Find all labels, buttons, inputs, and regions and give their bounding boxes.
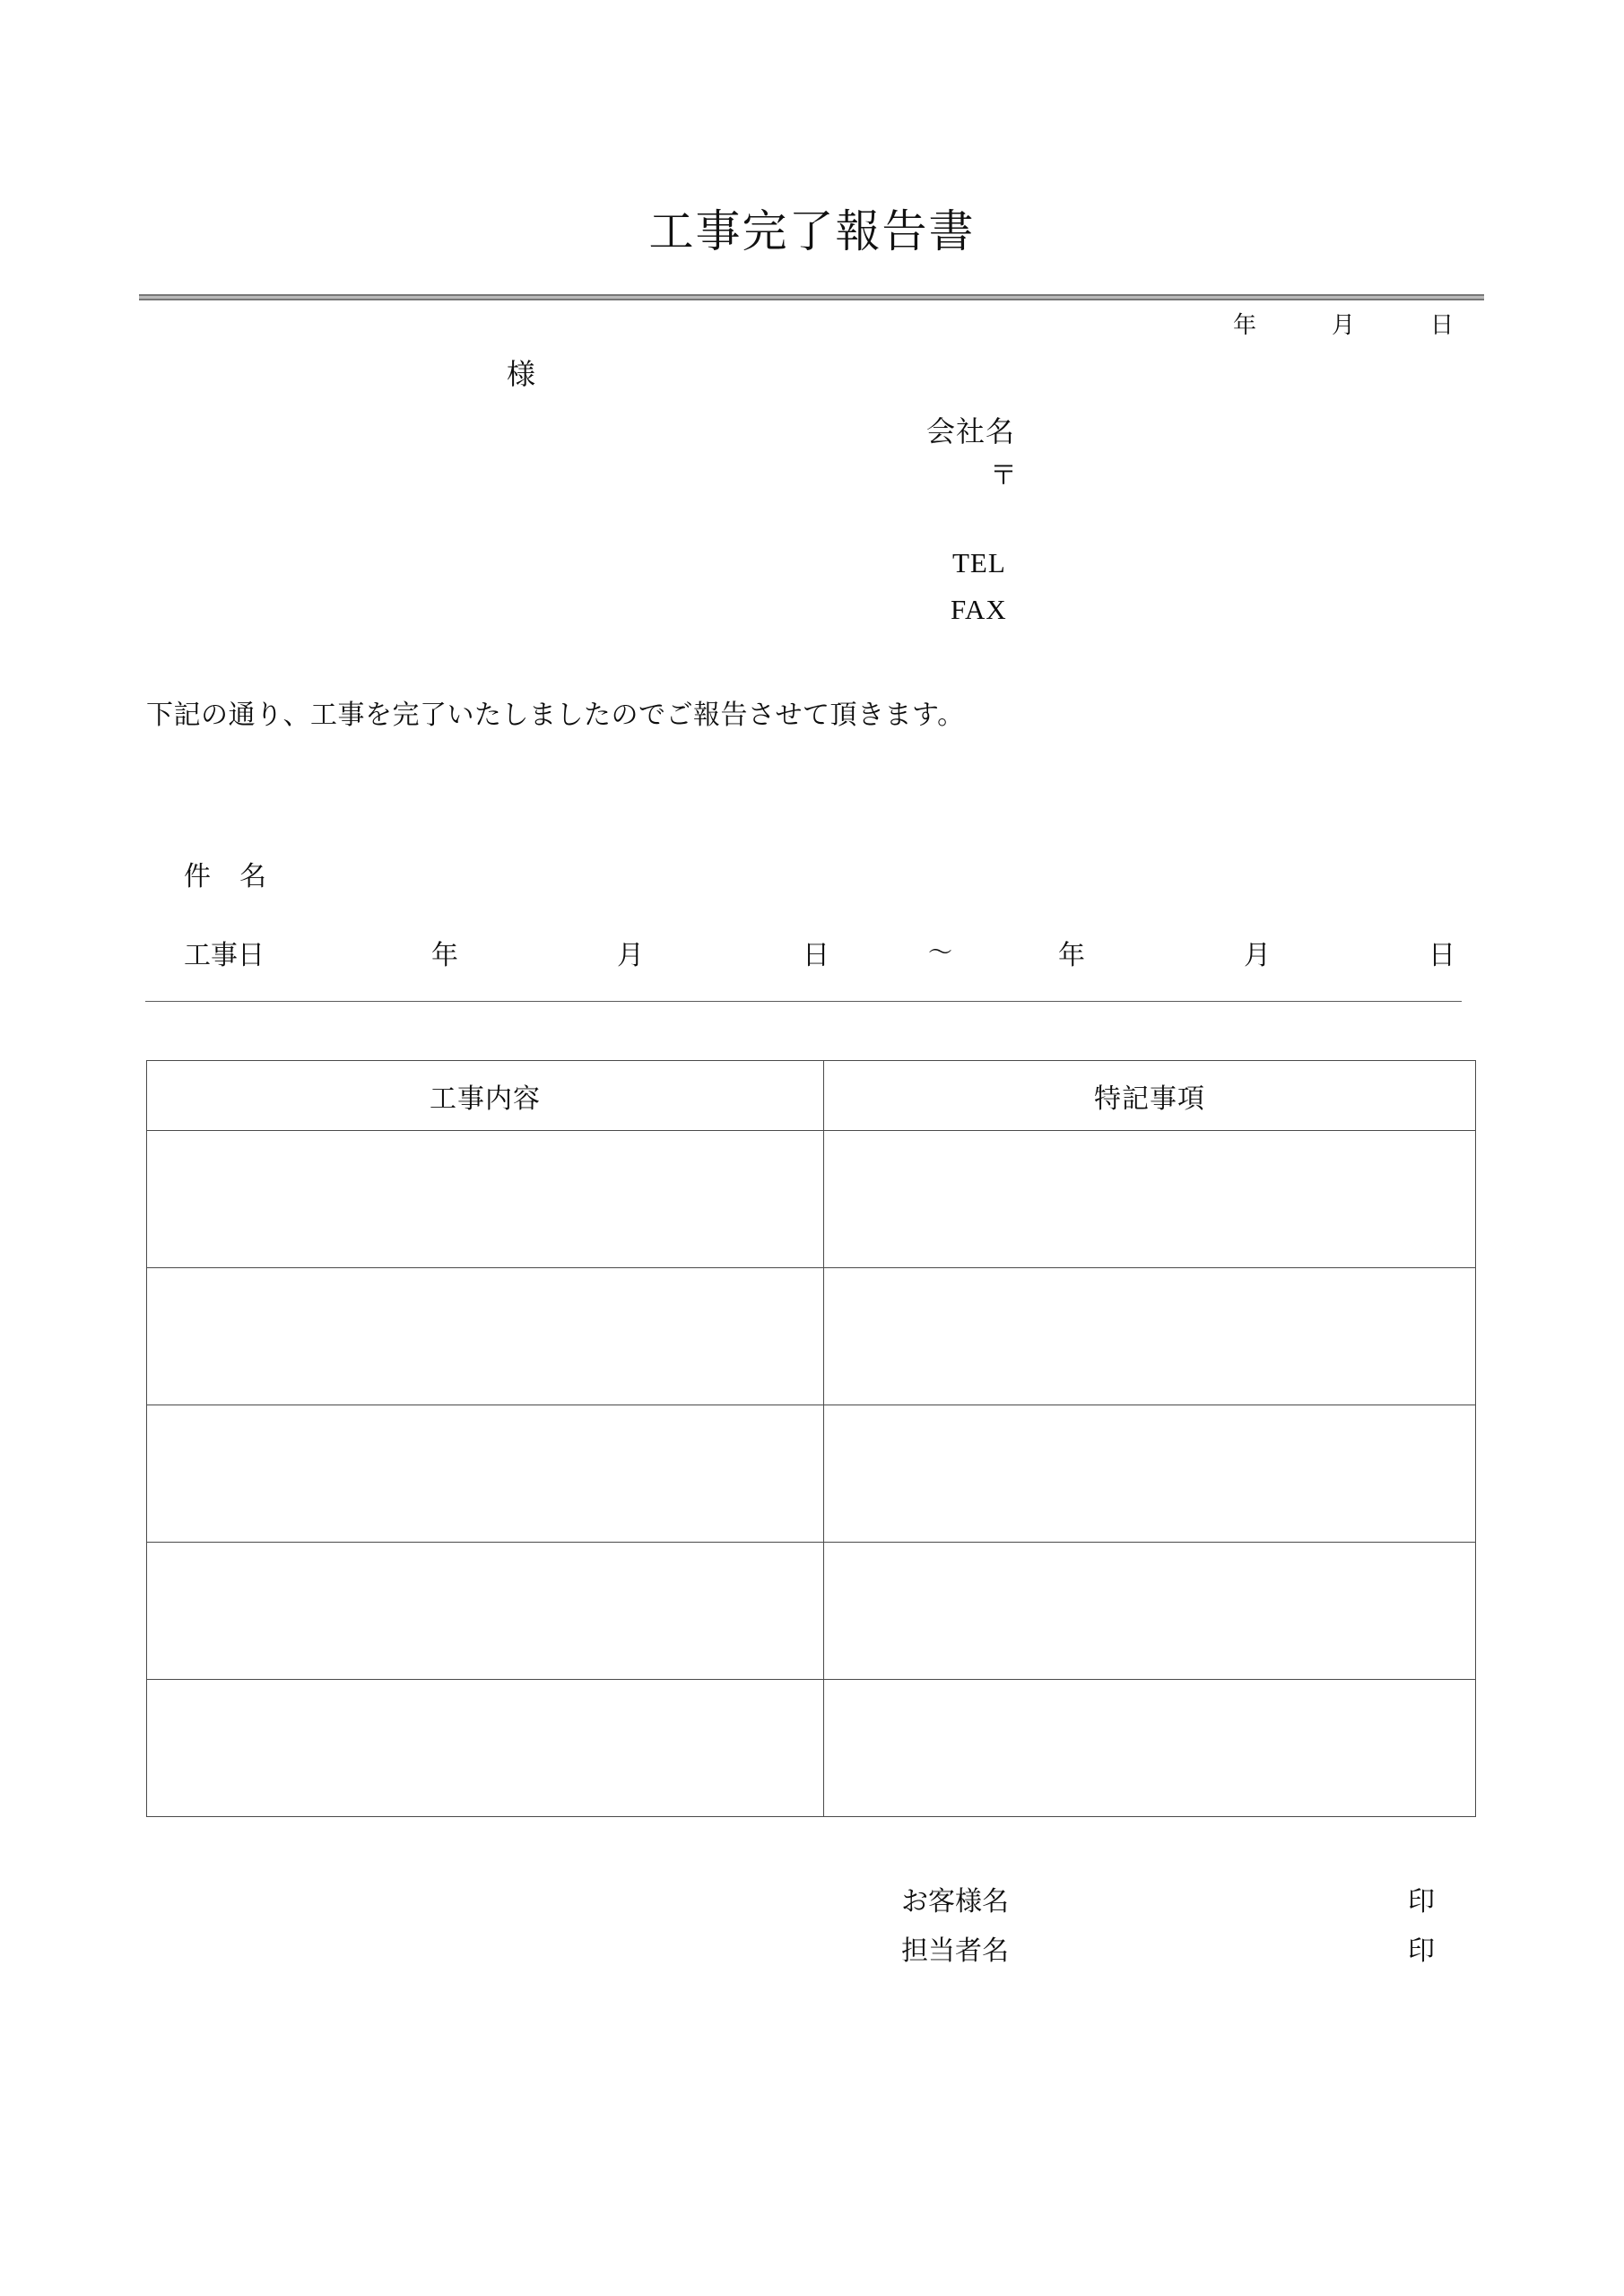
table-row [147,1268,1476,1405]
cell-special-notes[interactable] [824,1543,1476,1680]
work-date-start-month-label: 月 [617,941,644,970]
cell-work-content[interactable] [147,1268,824,1405]
sender-company-label: 会社名 [926,415,1016,448]
table-header-row [147,1061,1476,1131]
page-title: 工事完了報告書 [648,206,976,257]
date-month-label: 月 [1332,312,1356,338]
sender-fax-label: FAX [951,594,1007,625]
staff-name-label: 担当者名 [901,1936,1009,1966]
table-row [147,1405,1476,1543]
body-sentence: 下記の通り、工事を完了いたしましたのでご報告させて頂きます。 [146,700,965,730]
table-header-special-notes: 特記事項 [824,1061,1476,1131]
work-date-end-year-label: 年 [1058,941,1085,970]
cell-work-content[interactable] [147,1405,824,1543]
date-day-label: 日 [1430,312,1455,338]
work-details-table [146,1060,1476,1817]
work-date-start-year-label: 年 [431,941,458,970]
work-date-end-day-label: 日 [1429,941,1455,970]
cell-work-content[interactable] [147,1680,824,1817]
work-date-label: 工事日 [184,941,265,970]
cell-work-content[interactable] [147,1543,824,1680]
staff-seal-label: 印 [1408,1936,1435,1966]
subject-label: 件 名 [184,862,267,891]
work-date-row [184,933,1457,972]
signature-block [901,1879,1435,1978]
work-date-range-separator: ～ [928,939,952,966]
work-date-underline [145,1001,1462,1002]
work-date-end-month-label: 月 [1244,941,1271,970]
sender-tel-label: TEL [952,547,1006,578]
cell-special-notes[interactable] [824,1680,1476,1817]
postal-mark-icon: 〒 [990,461,1017,491]
addressee-honorific-label: 様 [507,358,536,390]
signature-line-staff [901,1928,1435,1978]
signature-line-customer [901,1879,1435,1928]
cell-special-notes[interactable] [824,1268,1476,1405]
customer-name-label: お客様名 [901,1887,1009,1917]
customer-seal-label: 印 [1408,1887,1435,1917]
document-date-line [1193,307,1484,340]
work-date-start-day-label: 日 [803,941,829,970]
title-divider-rule [139,294,1484,300]
table-row [147,1543,1476,1680]
cell-special-notes[interactable] [824,1131,1476,1268]
table-row [147,1680,1476,1817]
cell-work-content[interactable] [147,1131,824,1268]
date-year-label: 年 [1233,312,1257,338]
cell-special-notes[interactable] [824,1405,1476,1543]
table-row [147,1131,1476,1268]
table-header-work-content: 工事内容 [147,1061,824,1131]
